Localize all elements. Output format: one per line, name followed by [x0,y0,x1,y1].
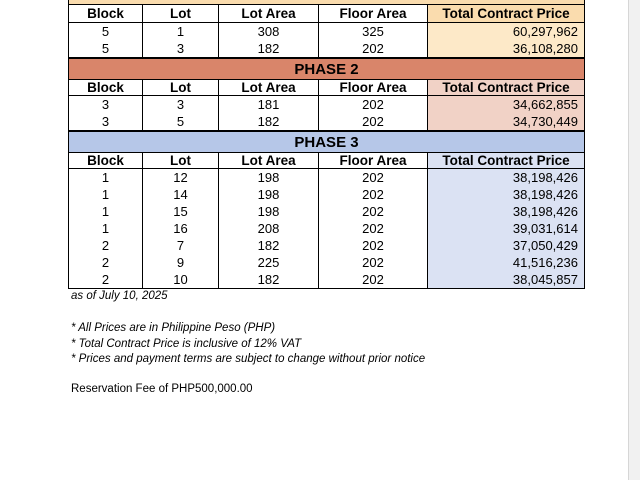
lot-cell: 10 [143,271,219,288]
table-row [68,203,585,220]
block-cell: 5 [68,23,143,40]
price-cell: 36,108,280 [428,40,585,57]
as-of-date: as of July 10, 2025 [71,290,168,302]
col-floor-area: Floor Area [319,5,428,22]
block-cell: 5 [68,40,143,57]
table-row [68,271,585,288]
col-lot-area: Lot Area [219,5,319,22]
col-lot-area: Lot Area [219,153,319,168]
col-total-price: Total Contract Price [428,5,585,22]
floor-area-cell: 202 [319,237,428,254]
phase1-header-row [68,5,585,22]
col-lot: Lot [143,80,219,95]
floor-area-cell: 202 [319,169,428,186]
lot-area-cell: 198 [219,186,319,203]
lot-cell: 15 [143,203,219,220]
floor-area-cell: 202 [319,113,428,130]
price-cell: 60,297,962 [428,23,585,40]
lot-cell: 5 [143,113,219,130]
block-cell: 1 [68,186,143,203]
price-list-sheet [68,0,585,289]
col-floor-area: Floor Area [319,153,428,168]
col-block: Block [68,5,143,22]
lot-area-cell: 182 [219,113,319,130]
floor-area-cell: 202 [319,254,428,271]
lot-cell: 3 [143,96,219,113]
lot-area-cell: 182 [219,40,319,57]
col-block: Block [68,80,143,95]
floor-area-cell: 202 [319,271,428,288]
price-cell: 41,516,236 [428,254,585,271]
note-subject-to-change: * Prices and payment terms are subject to change without prior notice [71,353,426,365]
price-cell: 38,198,426 [428,186,585,203]
block-cell: 2 [68,237,143,254]
lot-area-cell: 208 [219,220,319,237]
col-total-price: Total Contract Price [428,80,585,95]
floor-area-cell: 202 [319,220,428,237]
lot-area-cell: 182 [219,271,319,288]
block-cell: 3 [68,96,143,113]
block-cell: 1 [68,220,143,237]
lot-cell: 9 [143,254,219,271]
col-floor-area: Floor Area [319,80,428,95]
floor-area-cell: 325 [319,23,428,40]
block-cell: 3 [68,113,143,130]
col-total-price: Total Contract Price [428,153,585,168]
price-cell: 34,730,449 [428,113,585,130]
table-row [68,169,585,186]
table-row [68,220,585,237]
lot-area-cell: 181 [219,96,319,113]
page-edge [628,0,640,480]
block-cell: 2 [68,254,143,271]
lot-cell: 1 [143,23,219,40]
block-cell: 1 [68,169,143,186]
table-row [68,40,585,57]
price-cell: 38,198,426 [428,203,585,220]
lot-cell: 7 [143,237,219,254]
floor-area-cell: 202 [319,186,428,203]
table-row [68,113,585,130]
lot-cell: 12 [143,169,219,186]
block-cell: 2 [68,271,143,288]
lot-area-cell: 225 [219,254,319,271]
phase3-header-row [68,152,585,169]
price-cell: 38,045,857 [428,271,585,288]
block-cell: 1 [68,203,143,220]
note-vat: * Total Contract Price is inclusive of 12% VAT [71,338,302,350]
table-row [68,96,585,113]
table-row [68,23,585,40]
col-lot-area: Lot Area [219,80,319,95]
floor-area-cell: 202 [319,203,428,220]
lot-cell: 3 [143,40,219,57]
col-lot: Lot [143,153,219,168]
reservation-fee: Reservation Fee of PHP500,000.00 [71,383,253,395]
lot-cell: 14 [143,186,219,203]
col-lot: Lot [143,5,219,22]
lot-area-cell: 198 [219,169,319,186]
table-row [68,186,585,203]
lot-cell: 16 [143,220,219,237]
price-cell: 34,662,855 [428,96,585,113]
phase3-title: PHASE 3 [68,131,585,152]
col-block: Block [68,153,143,168]
note-currency: * All Prices are in Philippine Peso (PHP) [71,322,276,334]
lot-area-cell: 182 [219,237,319,254]
price-cell: 37,050,429 [428,237,585,254]
price-cell: 39,031,614 [428,220,585,237]
table-row [68,254,585,271]
floor-area-cell: 202 [319,40,428,57]
table-row [68,237,585,254]
floor-area-cell: 202 [319,96,428,113]
phase2-title: PHASE 2 [68,58,585,79]
lot-area-cell: 198 [219,203,319,220]
lot-area-cell: 308 [219,23,319,40]
phase2-header-row [68,79,585,96]
price-cell: 38,198,426 [428,169,585,186]
